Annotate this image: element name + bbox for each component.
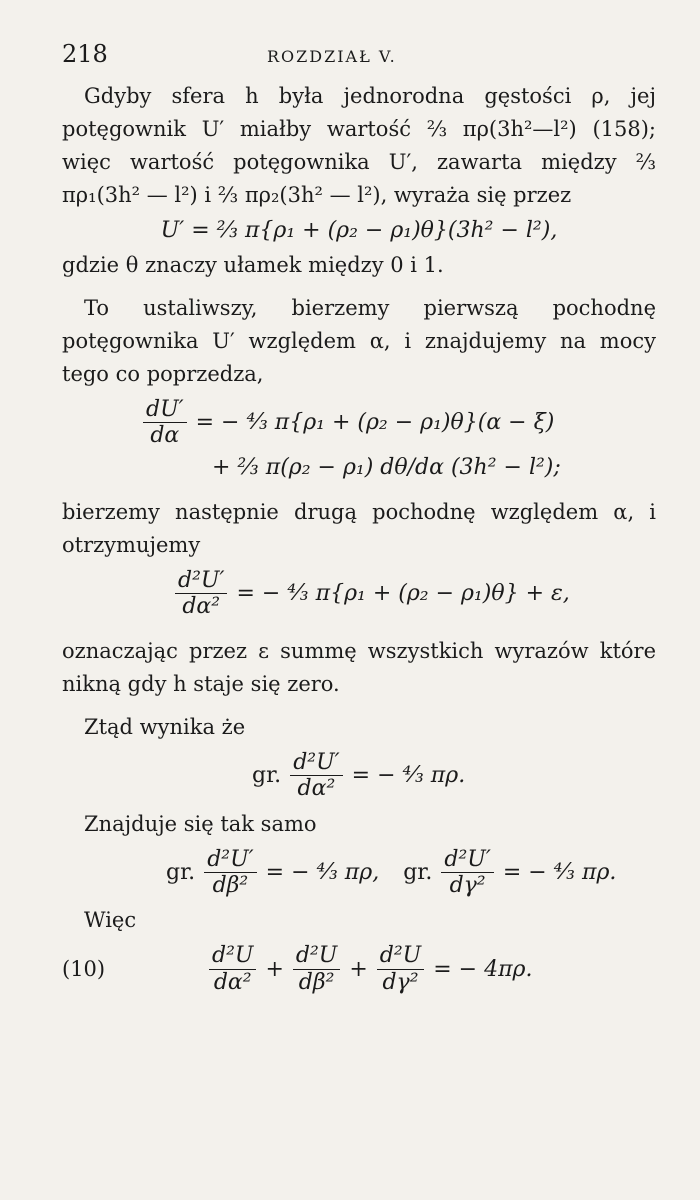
equation-u-prime: U′ = ⅔ π{ρ₁ + (ρ₂ − ρ₁)θ}(3h² − l²), — [160, 218, 558, 243]
equation-number: (10) — [62, 957, 106, 982]
equation-laplace-poisson — [62, 943, 656, 995]
running-head: ROZDZIAŁ V. — [267, 47, 397, 66]
page-number: 218 — [62, 40, 108, 68]
fraction-denominator: dα — [150, 423, 180, 449]
fraction-numerator: d²U′ — [204, 847, 256, 873]
fraction-denominator: dγ² — [449, 873, 486, 899]
equation-first-derivative — [62, 397, 656, 449]
fraction-d2u-dbeta2 — [293, 943, 340, 995]
fraction-d2u-dalpha2 — [290, 750, 342, 802]
equation-rhs: = − ⁴⁄₃ π{ρ₁ + (ρ₂ − ρ₁)θ}(α − ξ) — [195, 410, 555, 436]
equation-rhs: = − ⁴⁄₃ π{ρ₁ + (ρ₂ − ρ₁)θ} + ε, — [236, 580, 570, 606]
paragraph-3: To ustaliwszy, bierzemy pierwszą pochodnę potęgownika U′ względem α, i znajdujemy na mocy tego co poprzedza, — [62, 296, 656, 386]
paragraph-8: Więc — [84, 908, 137, 933]
fraction-numerator: d²U — [377, 943, 424, 969]
equation-rhs: = − 4πρ. — [433, 956, 533, 982]
fraction-numerator: d²U — [209, 943, 256, 969]
fraction-numerator: d²U′ — [290, 750, 342, 776]
gr-prefix: gr. — [252, 763, 282, 789]
page-header — [62, 40, 656, 80]
fraction-du-dalpha — [143, 397, 187, 449]
equation-rhs: = − ⁴⁄₃ πρ, — [265, 860, 380, 886]
fraction-denominator: dβ² — [298, 969, 335, 995]
fraction-denominator: dα² — [297, 776, 336, 802]
equation-gradient-beta-gamma — [62, 847, 656, 899]
equation-rhs: = − ⁴⁄₃ πρ. — [502, 860, 617, 886]
paragraph-2: gdzie θ znaczy ułamek między 0 i 1. — [62, 253, 444, 277]
plus-sign: + — [265, 956, 284, 982]
fraction-denominator: dα² — [182, 593, 221, 619]
equation-gradient-alpha — [62, 750, 656, 802]
fraction-numerator: d²U′ — [441, 847, 493, 873]
fraction-numerator: d²U — [293, 943, 340, 969]
plus-sign: + — [349, 956, 368, 982]
fraction-d2u-dalpha2 — [209, 943, 256, 995]
gr-prefix: gr. — [166, 860, 196, 886]
fraction-denominator: dγ² — [382, 969, 419, 995]
gr-prefix: gr. — [403, 860, 433, 886]
fraction-denominator: dα² — [213, 969, 252, 995]
fraction-denominator: dβ² — [212, 873, 249, 899]
paragraph-7: Znajduje się tak samo — [84, 811, 317, 836]
paragraph-1: Gdyby sfera h była jednorodna gęstości ρ, jej potęgownik U′ miałby wartość ⅔ πρ(3h²—l²) (158); więc wartość potęgownika U′, zawarta między ⅔ πρ₁(3h² — l²) i ⅔ πρ₂(3h² — l²), wyraża się przez — [62, 84, 656, 207]
paragraph-4: bierzemy następnie drugą pochodnę względem α, i otrzymujemy — [62, 499, 656, 557]
equation-rhs: = − ⁴⁄₃ πρ. — [351, 763, 466, 789]
fraction-d2u-dbeta2 — [204, 847, 256, 899]
fraction-d2u-dgamma2 — [441, 847, 493, 899]
paragraph-5: oznaczając przez ε summę wszystkich wyrazów które nikną gdy h staje się zero. — [62, 639, 656, 697]
equation-second-derivative — [62, 568, 656, 620]
fraction-d2u-dgamma2 — [377, 943, 424, 995]
equation-first-derivative-cont: + ⅔ π(ρ₂ − ρ₁) dθ/dα (3h² − l²); — [212, 454, 561, 480]
paragraph-6: Ztąd wynika że — [84, 715, 246, 740]
fraction-numerator: dU′ — [143, 397, 187, 423]
fraction-d2u-dalpha2 — [175, 568, 227, 620]
fraction-numerator: d²U′ — [175, 568, 227, 594]
